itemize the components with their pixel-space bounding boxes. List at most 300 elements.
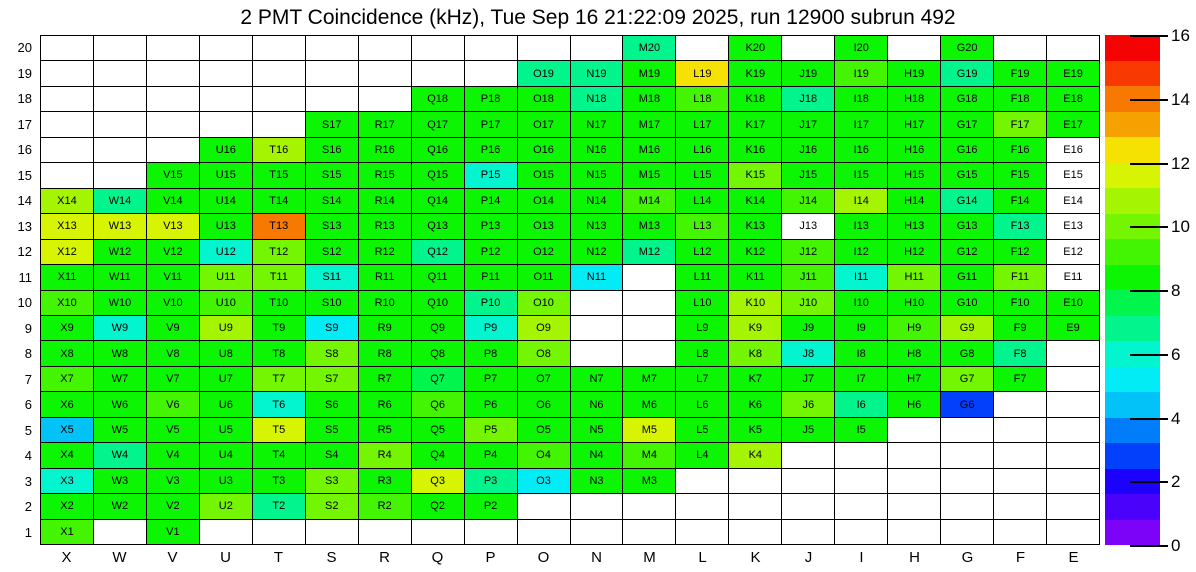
heatmap-cell xyxy=(41,163,93,187)
heatmap-cell: G8 xyxy=(941,341,993,365)
heatmap-cell: S12 xyxy=(306,240,358,264)
heatmap-cell xyxy=(41,138,93,162)
y-axis-tick-label: 7 xyxy=(24,371,32,387)
heatmap-cell: Q4 xyxy=(412,443,464,467)
heatmap-cell: U8 xyxy=(200,341,252,365)
heatmap-cell: M19 xyxy=(623,61,675,85)
heatmap-cell xyxy=(994,520,1046,544)
y-axis-tick-label: 14 xyxy=(17,193,32,208)
heatmap-cell: K20 xyxy=(729,36,781,60)
heatmap-cell xyxy=(1047,36,1099,60)
colorbar-band xyxy=(1105,61,1160,87)
heatmap-cell: M4 xyxy=(623,443,675,467)
heatmap-cell: F10 xyxy=(994,291,1046,315)
heatmap-cell: U14 xyxy=(200,189,252,213)
heatmap-cell: N6 xyxy=(571,392,623,416)
heatmap-cell: N15 xyxy=(571,163,623,187)
colorbar-band xyxy=(1105,290,1160,316)
heatmap-cell: Q13 xyxy=(412,214,464,238)
heatmap-cell: F12 xyxy=(994,240,1046,264)
heatmap-cell: W8 xyxy=(94,341,146,365)
heatmap-cell: S10 xyxy=(306,291,358,315)
heatmap-cell: P17 xyxy=(465,112,517,136)
heatmap-cell: V8 xyxy=(147,341,199,365)
heatmap-cell: K13 xyxy=(729,214,781,238)
heatmap-cell: M5 xyxy=(623,418,675,442)
heatmap-cell: O10 xyxy=(518,291,570,315)
heatmap-cell: O7 xyxy=(518,367,570,391)
colorbar-tick xyxy=(1130,481,1168,483)
heatmap-cell: U3 xyxy=(200,469,252,493)
heatmap-cell: Q12 xyxy=(412,240,464,264)
heatmap-cell: K5 xyxy=(729,418,781,442)
heatmap-cell: E16 xyxy=(1047,138,1099,162)
heatmap-cell xyxy=(1047,392,1099,416)
heatmap-cell xyxy=(888,36,940,60)
heatmap-cell: J16 xyxy=(782,138,834,162)
heatmap-cell xyxy=(200,112,252,136)
heatmap-cell: P5 xyxy=(465,418,517,442)
heatmap-cell: G12 xyxy=(941,240,993,264)
heatmap-cell: H19 xyxy=(888,61,940,85)
heatmap-cell: J10 xyxy=(782,291,834,315)
heatmap-cell: S11 xyxy=(306,265,358,289)
heatmap-cell: L18 xyxy=(676,87,728,111)
heatmap-cell: X6 xyxy=(41,392,93,416)
heatmap-cell xyxy=(94,138,146,162)
heatmap-cell: K14 xyxy=(729,189,781,213)
heatmap-cell: G11 xyxy=(941,265,993,289)
colorbar-tick xyxy=(1130,545,1168,547)
heatmap-cell: H10 xyxy=(888,291,940,315)
heatmap-cell xyxy=(41,36,93,60)
heatmap-cell xyxy=(729,520,781,544)
heatmap-cell: W11 xyxy=(94,265,146,289)
heatmap-cell: S14 xyxy=(306,189,358,213)
heatmap-cell: M18 xyxy=(623,87,675,111)
y-axis-tick-label: 15 xyxy=(17,167,32,183)
heatmap-cell: F16 xyxy=(994,138,1046,162)
heatmap-cell: G18 xyxy=(941,87,993,111)
heatmap-cell: J15 xyxy=(782,163,834,187)
heatmap-cell: F9 xyxy=(994,316,1046,340)
heatmap-cell: K10 xyxy=(729,291,781,315)
heatmap-cell: U9 xyxy=(200,316,252,340)
heatmap-cell: U4 xyxy=(200,443,252,467)
heatmap-cell xyxy=(888,418,940,442)
heatmap-cell xyxy=(465,520,517,544)
heatmap-cell xyxy=(571,520,623,544)
heatmap-cell: R7 xyxy=(359,367,411,391)
heatmap-cell: W3 xyxy=(94,469,146,493)
heatmap-cell: U15 xyxy=(200,163,252,187)
heatmap-cell: N16 xyxy=(571,138,623,162)
heatmap-cell: G13 xyxy=(941,214,993,238)
heatmap-cell: J13 xyxy=(782,214,834,238)
heatmap-cell: V9 xyxy=(147,316,199,340)
y-axis-tick-label: 10 xyxy=(17,295,32,310)
heatmap-cell: X8 xyxy=(41,341,93,365)
heatmap-cell: R11 xyxy=(359,265,411,289)
heatmap-cell: W10 xyxy=(94,291,146,315)
y-axis-tick-label: 4 xyxy=(24,448,32,463)
heatmap-cell xyxy=(306,61,358,85)
heatmap-cell: X3 xyxy=(41,469,93,493)
heatmap-cell xyxy=(676,520,728,544)
colorbar-band xyxy=(1105,392,1160,418)
heatmap-cell: K8 xyxy=(729,341,781,365)
heatmap-cell: X7 xyxy=(41,367,93,391)
heatmap-cell: H15 xyxy=(888,163,940,187)
heatmap-cell: N14 xyxy=(571,189,623,213)
x-axis-tick-label: G xyxy=(961,549,974,566)
y-axis-tick-label: 2 xyxy=(24,499,32,514)
heatmap-cell: I17 xyxy=(835,112,887,136)
heatmap-cell: V10 xyxy=(147,291,199,315)
heatmap-cell: H17 xyxy=(888,112,940,136)
heatmap-cell: P3 xyxy=(465,469,517,493)
heatmap-cell: Q7 xyxy=(412,367,464,391)
heatmap-cell: X2 xyxy=(41,494,93,518)
heatmap-cell: J6 xyxy=(782,392,834,416)
heatmap-cell xyxy=(253,87,305,111)
heatmap-cell xyxy=(306,36,358,60)
heatmap-cell: U6 xyxy=(200,392,252,416)
heatmap-cell xyxy=(941,418,993,442)
y-axis-tick-label: 9 xyxy=(24,320,32,336)
heatmap-cell: P15 xyxy=(465,163,517,187)
heatmap-cell: U10 xyxy=(200,291,252,315)
heatmap-cell: I16 xyxy=(835,138,887,162)
heatmap-cell: M13 xyxy=(623,214,675,238)
x-axis-tick-label: E xyxy=(1068,549,1079,566)
heatmap-cell xyxy=(729,469,781,493)
heatmap-cell: F17 xyxy=(994,112,1046,136)
heatmap-cell: H7 xyxy=(888,367,940,391)
colorbar-band xyxy=(1105,316,1160,342)
heatmap-cell xyxy=(888,443,940,467)
heatmap-cell xyxy=(941,469,993,493)
heatmap-cell: P9 xyxy=(465,316,517,340)
heatmap-cell xyxy=(518,520,570,544)
heatmap-cell: I12 xyxy=(835,240,887,264)
heatmap-cell: V1 xyxy=(147,520,199,544)
heatmap-cell: L6 xyxy=(676,392,728,416)
heatmap-cell: K17 xyxy=(729,112,781,136)
y-axis-tick-label: 1 xyxy=(24,524,32,540)
heatmap-cell xyxy=(359,36,411,60)
heatmap-cell xyxy=(147,36,199,60)
heatmap-cell: O5 xyxy=(518,418,570,442)
heatmap-cell xyxy=(1047,418,1099,442)
heatmap-cell: S17 xyxy=(306,112,358,136)
heatmap-cell: M15 xyxy=(623,163,675,187)
heatmap-cell: U2 xyxy=(200,494,252,518)
heatmap-cell: N4 xyxy=(571,443,623,467)
x-axis-tick-label: O xyxy=(537,549,550,566)
colorbar-tick xyxy=(1130,226,1168,228)
colorbar-tick-label: 10 xyxy=(1171,217,1190,237)
heatmap-cell: M12 xyxy=(623,240,675,264)
heatmap-cell: I6 xyxy=(835,392,887,416)
heatmap-cell xyxy=(1047,520,1099,544)
heatmap-cell: M3 xyxy=(623,469,675,493)
colorbar-tick-label: 6 xyxy=(1171,344,1181,364)
x-axis-tick-label: I xyxy=(859,549,864,566)
heatmap-cell: J19 xyxy=(782,61,834,85)
heatmap-cell: L19 xyxy=(676,61,728,85)
heatmap-cell xyxy=(518,36,570,60)
heatmap-cell: R8 xyxy=(359,341,411,365)
colorbar-band xyxy=(1105,188,1160,214)
y-axis-tick-label: 20 xyxy=(17,40,32,55)
heatmap-cell xyxy=(729,494,781,518)
heatmap-cell xyxy=(41,87,93,111)
heatmap-cell: G6 xyxy=(941,392,993,416)
heatmap-cell: I15 xyxy=(835,163,887,187)
colorbar-tick-label: 14 xyxy=(1171,89,1190,109)
heatmap-cell: H9 xyxy=(888,316,940,340)
heatmap-cell xyxy=(94,163,146,187)
heatmap-cell: V5 xyxy=(147,418,199,442)
heatmap-cell: P16 xyxy=(465,138,517,162)
heatmap-cell xyxy=(571,291,623,315)
heatmap-cell: P4 xyxy=(465,443,517,467)
heatmap-cell: L14 xyxy=(676,189,728,213)
heatmap-cell: N13 xyxy=(571,214,623,238)
heatmap-cell xyxy=(253,112,305,136)
heatmap-cell: S8 xyxy=(306,341,358,365)
x-axis-tick-label: N xyxy=(591,549,602,566)
heatmap-cell xyxy=(147,87,199,111)
heatmap-cell: L13 xyxy=(676,214,728,238)
heatmap-cell: O4 xyxy=(518,443,570,467)
heatmap-cell xyxy=(994,418,1046,442)
heatmap-cell: E13 xyxy=(1047,214,1099,238)
x-axis-tick-label: F xyxy=(1015,549,1026,566)
heatmap-cell: T2 xyxy=(253,494,305,518)
heatmap-cell: U11 xyxy=(200,265,252,289)
heatmap-cell: O11 xyxy=(518,265,570,289)
heatmap-cell xyxy=(200,36,252,60)
heatmap-cell: W13 xyxy=(94,214,146,238)
heatmap-cell: M16 xyxy=(623,138,675,162)
x-axis-tick-label: V xyxy=(167,549,178,566)
y-axis-tick-label: 8 xyxy=(24,346,32,361)
heatmap-cell: O16 xyxy=(518,138,570,162)
heatmap-cell xyxy=(359,520,411,544)
heatmap-cell: P11 xyxy=(465,265,517,289)
heatmap-cell: O9 xyxy=(518,316,570,340)
colorbar-band xyxy=(1105,137,1160,163)
heatmap-cell: P2 xyxy=(465,494,517,518)
heatmap-cell: Q16 xyxy=(412,138,464,162)
colorbar-band xyxy=(1105,35,1160,61)
heatmap-cell: E18 xyxy=(1047,87,1099,111)
heatmap-cell: X9 xyxy=(41,316,93,340)
heatmap-cell: P14 xyxy=(465,189,517,213)
heatmap-cell: I10 xyxy=(835,291,887,315)
heatmap-cell xyxy=(1047,341,1099,365)
y-axis-tick-label: 13 xyxy=(17,218,32,234)
heatmap-cell: I11 xyxy=(835,265,887,289)
heatmap-cell: L4 xyxy=(676,443,728,467)
heatmap-cell: E14 xyxy=(1047,189,1099,213)
heatmap-cell: H16 xyxy=(888,138,940,162)
heatmap-cell: J5 xyxy=(782,418,834,442)
heatmap-cell: V11 xyxy=(147,265,199,289)
heatmap-cell: L11 xyxy=(676,265,728,289)
colorbar-band xyxy=(1105,520,1160,546)
heatmap-cell: S6 xyxy=(306,392,358,416)
heatmap-cell xyxy=(306,87,358,111)
y-axis-tick-label: 3 xyxy=(24,473,32,489)
heatmap-cell xyxy=(200,520,252,544)
x-axis-tick-label: M xyxy=(643,549,656,566)
heatmap-cell: K19 xyxy=(729,61,781,85)
heatmap-cell: P7 xyxy=(465,367,517,391)
colorbar-band xyxy=(1105,443,1160,469)
heatmap-cell: T10 xyxy=(253,291,305,315)
heatmap-cell xyxy=(253,61,305,85)
heatmap-cell: G9 xyxy=(941,316,993,340)
heatmap-cell: G10 xyxy=(941,291,993,315)
heatmap-cell: T4 xyxy=(253,443,305,467)
heatmap-cell: F11 xyxy=(994,265,1046,289)
heatmap-cell xyxy=(676,469,728,493)
heatmap-cell: L17 xyxy=(676,112,728,136)
heatmap-cell: K4 xyxy=(729,443,781,467)
heatmap-cell: J9 xyxy=(782,316,834,340)
colorbar-tick-label: 8 xyxy=(1171,281,1181,300)
heatmap-cell: S9 xyxy=(306,316,358,340)
heatmap-grid xyxy=(40,35,1100,545)
heatmap-cell: R4 xyxy=(359,443,411,467)
heatmap-cell: H12 xyxy=(888,240,940,264)
heatmap-cell: O14 xyxy=(518,189,570,213)
colorbar-tick xyxy=(1130,99,1168,101)
heatmap-cell: Q17 xyxy=(412,112,464,136)
heatmap-cell: K9 xyxy=(729,316,781,340)
x-axis-tick-label: P xyxy=(485,549,496,566)
heatmap-cell: X13 xyxy=(41,214,93,238)
heatmap-cell: T14 xyxy=(253,189,305,213)
heatmap-cell xyxy=(1047,367,1099,391)
heatmap-cell xyxy=(412,61,464,85)
heatmap-cell xyxy=(782,443,834,467)
heatmap-cell: J8 xyxy=(782,341,834,365)
heatmap-cell xyxy=(359,87,411,111)
heatmap-cell: S7 xyxy=(306,367,358,391)
heatmap-cell: O8 xyxy=(518,341,570,365)
heatmap-cell: L7 xyxy=(676,367,728,391)
heatmap-cell xyxy=(782,36,834,60)
heatmap-cell xyxy=(41,61,93,85)
heatmap-cell xyxy=(571,316,623,340)
heatmap-cell xyxy=(782,469,834,493)
heatmap-cell: N19 xyxy=(571,61,623,85)
heatmap-cell: Q15 xyxy=(412,163,464,187)
colorbar-tick-label: 12 xyxy=(1171,153,1190,173)
heatmap-cell: R12 xyxy=(359,240,411,264)
heatmap-cell: X4 xyxy=(41,443,93,467)
heatmap-cell: Q18 xyxy=(412,87,464,111)
colorbar-band xyxy=(1105,367,1160,393)
heatmap-cell: G16 xyxy=(941,138,993,162)
heatmap-cell: O18 xyxy=(518,87,570,111)
heatmap-cell: K15 xyxy=(729,163,781,187)
heatmap-cell xyxy=(94,112,146,136)
heatmap-cell: R13 xyxy=(359,214,411,238)
heatmap-cell: E10 xyxy=(1047,291,1099,315)
heatmap-cell: Q11 xyxy=(412,265,464,289)
heatmap-cell: O19 xyxy=(518,61,570,85)
colorbar-band xyxy=(1105,265,1160,291)
heatmap-cell: N5 xyxy=(571,418,623,442)
heatmap-cell: R2 xyxy=(359,494,411,518)
heatmap-cell: M17 xyxy=(623,112,675,136)
heatmap-cell: W5 xyxy=(94,418,146,442)
heatmap-cell: T5 xyxy=(253,418,305,442)
heatmap-cell: K16 xyxy=(729,138,781,162)
heatmap-cell: S2 xyxy=(306,494,358,518)
heatmap-cell: O12 xyxy=(518,240,570,264)
heatmap-cell xyxy=(994,443,1046,467)
heatmap-cell: I19 xyxy=(835,61,887,85)
heatmap-cell: G15 xyxy=(941,163,993,187)
heatmap-cell: Q5 xyxy=(412,418,464,442)
heatmap-cell: H8 xyxy=(888,341,940,365)
heatmap-cell xyxy=(147,112,199,136)
heatmap-cell: R15 xyxy=(359,163,411,187)
heatmap-cell: O3 xyxy=(518,469,570,493)
heatmap-cell xyxy=(888,469,940,493)
heatmap-cell: W7 xyxy=(94,367,146,391)
colorbar-tick-label: 4 xyxy=(1171,408,1181,428)
heatmap-cell: O15 xyxy=(518,163,570,187)
heatmap-cell xyxy=(94,87,146,111)
heatmap-cell: R16 xyxy=(359,138,411,162)
heatmap-cell: I13 xyxy=(835,214,887,238)
heatmap-cell: W2 xyxy=(94,494,146,518)
heatmap-cell: M7 xyxy=(623,367,675,391)
colorbar-tick xyxy=(1130,35,1168,37)
x-axis-tick-label: U xyxy=(220,549,231,566)
colorbar-tick-label: 16 xyxy=(1171,26,1190,45)
heatmap-cell: E17 xyxy=(1047,112,1099,136)
heatmap-cell xyxy=(994,392,1046,416)
heatmap-cell: F14 xyxy=(994,189,1046,213)
heatmap-cell: M14 xyxy=(623,189,675,213)
colorbar-band xyxy=(1105,418,1160,444)
heatmap-cell: N7 xyxy=(571,367,623,391)
heatmap-cell: F13 xyxy=(994,214,1046,238)
heatmap-cell: E15 xyxy=(1047,163,1099,187)
heatmap-cell: Q9 xyxy=(412,316,464,340)
heatmap-cell xyxy=(359,61,411,85)
y-axis-tick-label: 6 xyxy=(24,397,32,412)
heatmap-cell xyxy=(465,36,517,60)
x-axis-tick-label: L xyxy=(698,549,707,566)
heatmap-cell: X12 xyxy=(41,240,93,264)
heatmap-cell: N17 xyxy=(571,112,623,136)
heatmap-cell: U5 xyxy=(200,418,252,442)
heatmap-cell xyxy=(253,520,305,544)
y-axis-tick-label: 11 xyxy=(18,269,32,285)
heatmap-cell xyxy=(200,87,252,111)
heatmap-cell: K18 xyxy=(729,87,781,111)
x-axis-tick-label: S xyxy=(326,549,337,566)
